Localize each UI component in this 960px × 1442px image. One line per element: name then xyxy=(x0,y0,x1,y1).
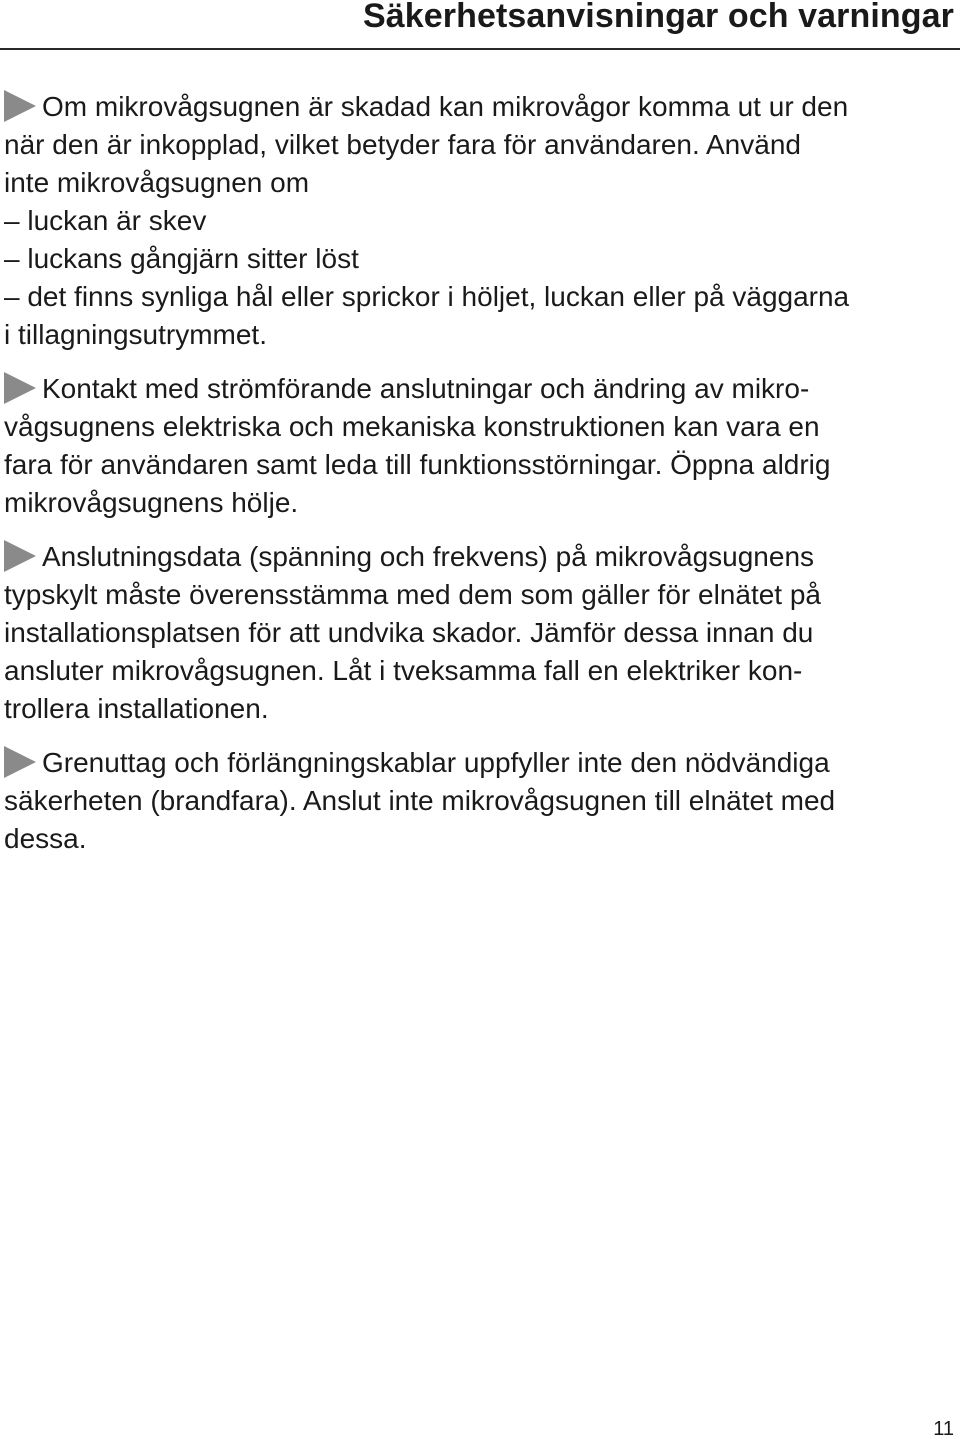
triangle-bullet-icon xyxy=(4,540,36,572)
document-body xyxy=(4,88,956,874)
warning-line: – luckans gångjärn sitter löst xyxy=(4,243,359,274)
triangle-bullet-icon xyxy=(4,90,36,122)
warning-line: fara för användaren samt leda till funktionsstörningar. Öppna aldrig xyxy=(4,449,831,480)
warning-line: Grenuttag och förlängningskablar uppfyller inte den nödvändiga xyxy=(4,744,956,782)
warning-line: ansluter mikrovågsugnen. Låt i tveksamma fall en elektriker kon- xyxy=(4,655,803,686)
triangle-bullet-icon xyxy=(4,746,36,778)
page-title: Säkerhetsanvisningar och varningar xyxy=(362,0,954,35)
warning-extension-cables xyxy=(4,744,956,858)
warning-damaged-oven xyxy=(4,88,956,354)
warning-line: – det finns synliga hål eller sprickor i höljet, luckan eller på väggarna xyxy=(4,281,850,312)
warning-line: installationsplatsen för att undvika skador. Jämför dessa innan du xyxy=(4,617,814,648)
warning-line: inte mikrovågsugnen om xyxy=(4,167,310,198)
warning-line: dessa. xyxy=(4,823,87,854)
header-divider xyxy=(0,48,960,50)
warning-connection-data xyxy=(4,538,956,728)
warning-line: säkerheten (brandfara). Anslut inte mikrovågsugnen till elnätet med xyxy=(4,785,836,816)
page-header xyxy=(0,0,960,48)
warning-line: i tillagningsutrymmet. xyxy=(4,319,267,350)
warning-live-connections xyxy=(4,370,956,522)
warning-line: Anslutningsdata (spänning och frekvens) på mikrovågsugnens xyxy=(4,538,956,576)
warning-line: typskylt måste överensstämma med dem som gäller för elnätet på xyxy=(4,579,822,610)
warning-line: när den är inkopplad, vilket betyder fara för användaren. Använd xyxy=(4,129,801,160)
warning-line: – luckan är skev xyxy=(4,205,207,236)
warning-line: mikrovågsugnens hölje. xyxy=(4,487,299,518)
warning-line: Kontakt med strömförande anslutningar och ändring av mikro- xyxy=(4,370,956,408)
warning-line: trollera installationen. xyxy=(4,693,269,724)
warning-line: Om mikrovågsugnen är skadad kan mikrovågor komma ut ur den xyxy=(4,88,956,126)
triangle-bullet-icon xyxy=(4,372,36,404)
warning-line: vågsugnens elektriska och mekaniska konstruktionen kan vara en xyxy=(4,411,820,442)
page-number: 11 xyxy=(933,1418,954,1440)
